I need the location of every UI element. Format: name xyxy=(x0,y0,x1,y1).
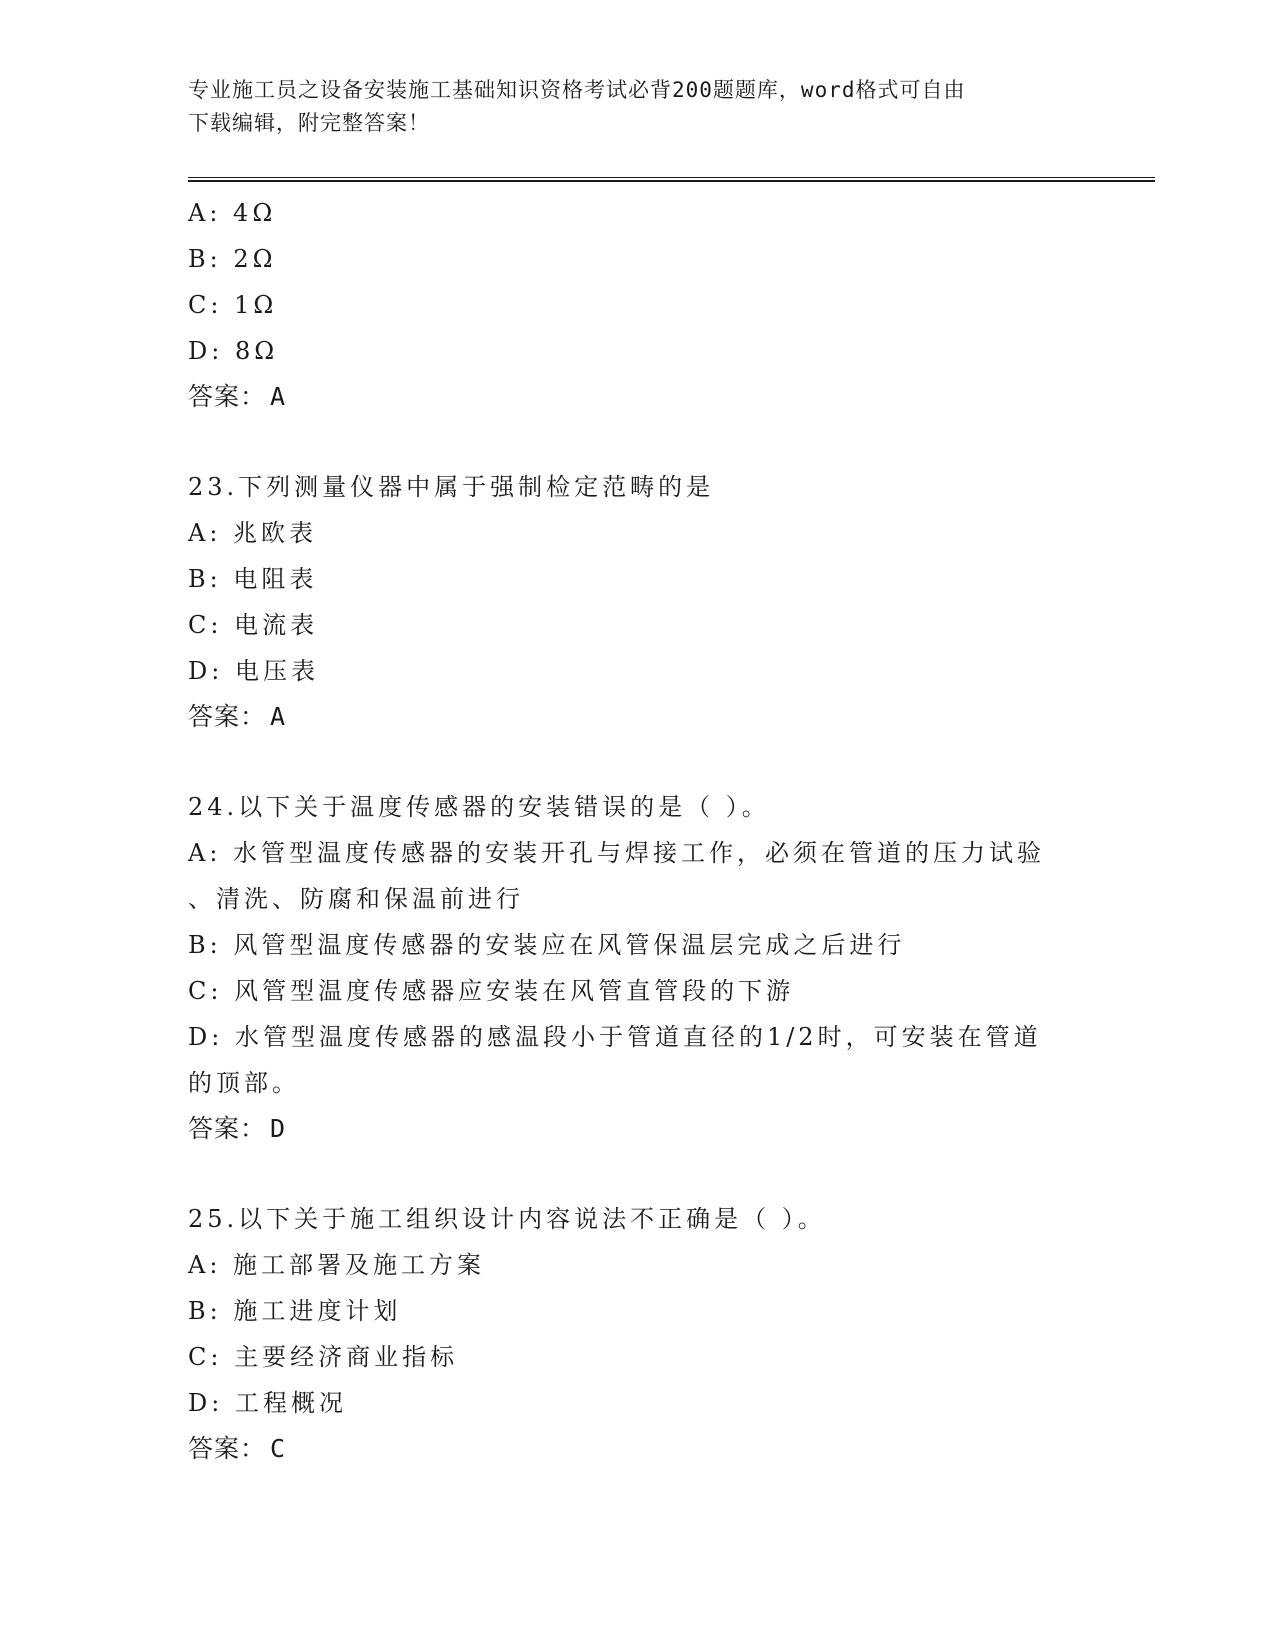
spacer xyxy=(188,740,1088,784)
question-23-block xyxy=(188,464,1088,740)
option-d: D: 电压表 xyxy=(188,657,319,685)
answer-label: 答案： xyxy=(188,382,267,411)
answer-value: D xyxy=(270,1114,287,1143)
option-a: A: 施工部署及施工方案 xyxy=(188,1251,486,1279)
document-header xyxy=(188,74,1088,140)
answer-line xyxy=(188,1426,1088,1472)
option-d: D: 工程概况 xyxy=(188,1389,347,1417)
option-c: C: 1Ω xyxy=(188,291,278,319)
question-text: 23.下列测量仪器中属于强制检定范畴的是 xyxy=(188,473,715,501)
option-d-line-1: D: 水管型温度传感器的感温段小于管道直径的1/2时，可安装在管道 xyxy=(188,1023,1042,1051)
answer-label: 答案： xyxy=(188,702,267,731)
option-a: A: 兆欧表 xyxy=(188,519,318,547)
header-divider xyxy=(188,177,1155,182)
question-24-block xyxy=(188,784,1088,1152)
header-line-2: 下载编辑，附完整答案！ xyxy=(188,111,430,135)
spacer xyxy=(188,420,1088,464)
option-c: C: 风管型温度传感器应安装在风管直管段的下游 xyxy=(188,977,795,1005)
option-d: D: 8Ω xyxy=(188,337,279,365)
answer-value: A xyxy=(270,702,287,731)
answer-label: 答案： xyxy=(188,1434,267,1463)
option-c: C: 主要经济商业指标 xyxy=(188,1343,459,1371)
question-text: 25.以下关于施工组织设计内容说法不正确是（ ）。 xyxy=(188,1205,826,1233)
answer-value: C xyxy=(270,1434,287,1463)
option-c: C: 电流表 xyxy=(188,611,319,639)
option-a: A: 4Ω xyxy=(188,199,277,227)
option-b: B: 风管型温度传感器的安装应在风管保温层完成之后进行 xyxy=(188,931,906,959)
option-a-line-1: A: 水管型温度传感器的安装开孔与焊接工作，必须在管道的压力试验 xyxy=(188,839,1046,867)
answer-label: 答案： xyxy=(188,1114,267,1143)
question-text: 24.以下关于温度传感器的安装错误的是（ ）。 xyxy=(188,793,770,821)
question-25-block xyxy=(188,1196,1088,1472)
option-d-line-2: 的顶部。 xyxy=(188,1069,300,1097)
answer-line xyxy=(188,1106,1088,1152)
answer-value: A xyxy=(270,382,287,411)
option-b: B: 施工进度计划 xyxy=(188,1297,402,1325)
question-list xyxy=(188,190,1088,1472)
header-line-1: 专业施工员之设备安装施工基础知识资格考试必背200题题库，word格式可自由 xyxy=(188,78,966,102)
spacer xyxy=(188,1152,1088,1196)
question-22-block xyxy=(188,190,1088,420)
option-b: B: 电阻表 xyxy=(188,565,318,593)
answer-line xyxy=(188,694,1088,740)
answer-line xyxy=(188,374,1088,420)
option-b: B: 2Ω xyxy=(188,245,277,273)
option-a-line-2: 、清洗、防腐和保温前进行 xyxy=(188,885,524,913)
